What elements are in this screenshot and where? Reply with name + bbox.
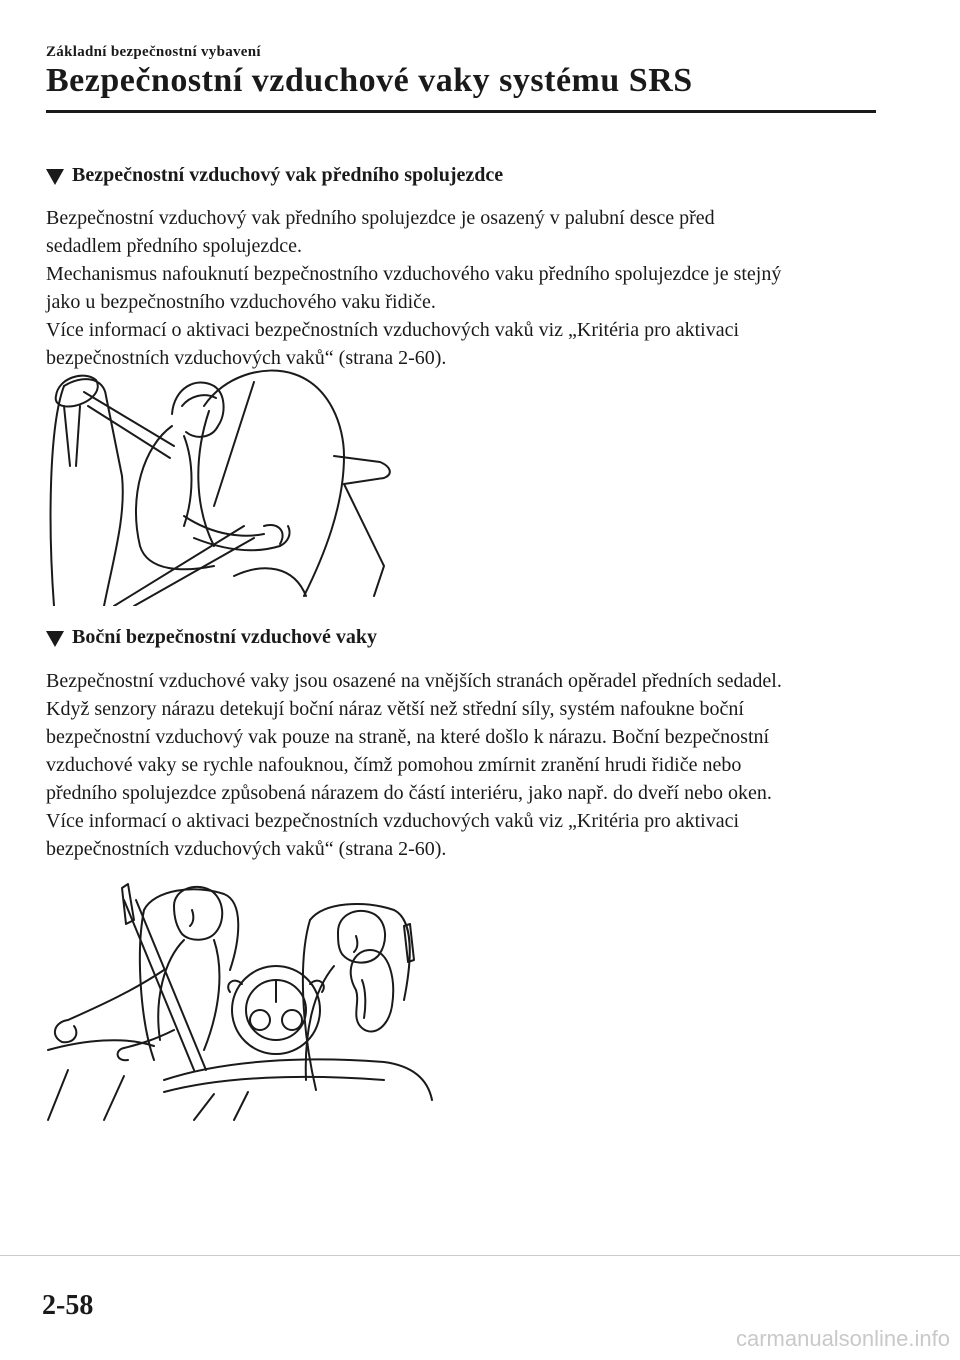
footer-rule bbox=[0, 1255, 960, 1256]
paragraph-line: Více informací o aktivaci bezpečnostních vzduchových vaků viz „Kritéria pro aktivaci bbox=[46, 319, 740, 341]
section-body-passenger-airbag bbox=[46, 204, 886, 372]
paragraph-line: Bezpečnostní vzduchové vaky jsou osazené na vnějších stranách opěradel předních sedadel. bbox=[46, 670, 782, 692]
paragraph-line: Mechanismus nafouknutí bezpečnostního vzduchového vaku předního spolujezdce je stejný bbox=[46, 263, 782, 285]
section-heading-passenger-airbag bbox=[46, 164, 503, 187]
paragraph-line: předního spolujezdce způsobená nárazem do částí interiéru, jako např. do dveří nebo oken. bbox=[46, 782, 772, 804]
section-heading-text: Boční bezpečnostní vzduchové vaky bbox=[72, 626, 378, 648]
paragraph-line: sedadlem předního spolujezdce. bbox=[46, 235, 303, 257]
paragraph-line: Bezpečnostní vzduchový vak předního spolujezdce je osazený v palubní desce před bbox=[46, 207, 715, 229]
chapter-label: Základní bezpečnostní vybavení bbox=[46, 44, 261, 60]
paragraph-line: Více informací o aktivaci bezpečnostních vzduchových vaků viz „Kritéria pro aktivaci bbox=[46, 810, 740, 832]
paragraph-line: jako u bezpečnostního vzduchového vaku řidiče. bbox=[46, 291, 436, 313]
triangle-marker-icon bbox=[46, 169, 64, 185]
section-heading-side-airbags bbox=[46, 626, 377, 649]
side-airbags-illustration bbox=[44, 880, 434, 1130]
paragraph-line: bezpečnostních vzduchových vaků“ (strana 2-60). bbox=[46, 838, 447, 860]
title-rule bbox=[46, 110, 876, 113]
section-body-side-airbags bbox=[46, 667, 886, 863]
triangle-marker-icon bbox=[46, 631, 64, 647]
paragraph-line: vzduchové vaky se rychle nafouknou, čímž pomohou zmírnit zranění hrudi řidiče nebo bbox=[46, 754, 742, 776]
page-number: 2-58 bbox=[42, 1290, 94, 1321]
paragraph-line: bezpečnostní vzduchový vak pouze na straně, na které došlo k nárazu. Boční bezpečnostní bbox=[46, 726, 770, 748]
watermark: carmanualsonline.info bbox=[735, 1326, 950, 1351]
paragraph-line: Když senzory nárazu detekují boční náraz větší než střední síly, systém nafoukne boční bbox=[46, 698, 744, 720]
section-heading-text: Bezpečnostní vzduchový vak předního spolujezdce bbox=[72, 164, 504, 186]
page-title: Bezpečnostní vzduchové vaky systému SRS bbox=[46, 62, 693, 99]
paragraph-line: bezpečnostních vzduchových vaků“ (strana 2-60). bbox=[46, 347, 447, 369]
passenger-airbag-illustration bbox=[44, 366, 404, 606]
